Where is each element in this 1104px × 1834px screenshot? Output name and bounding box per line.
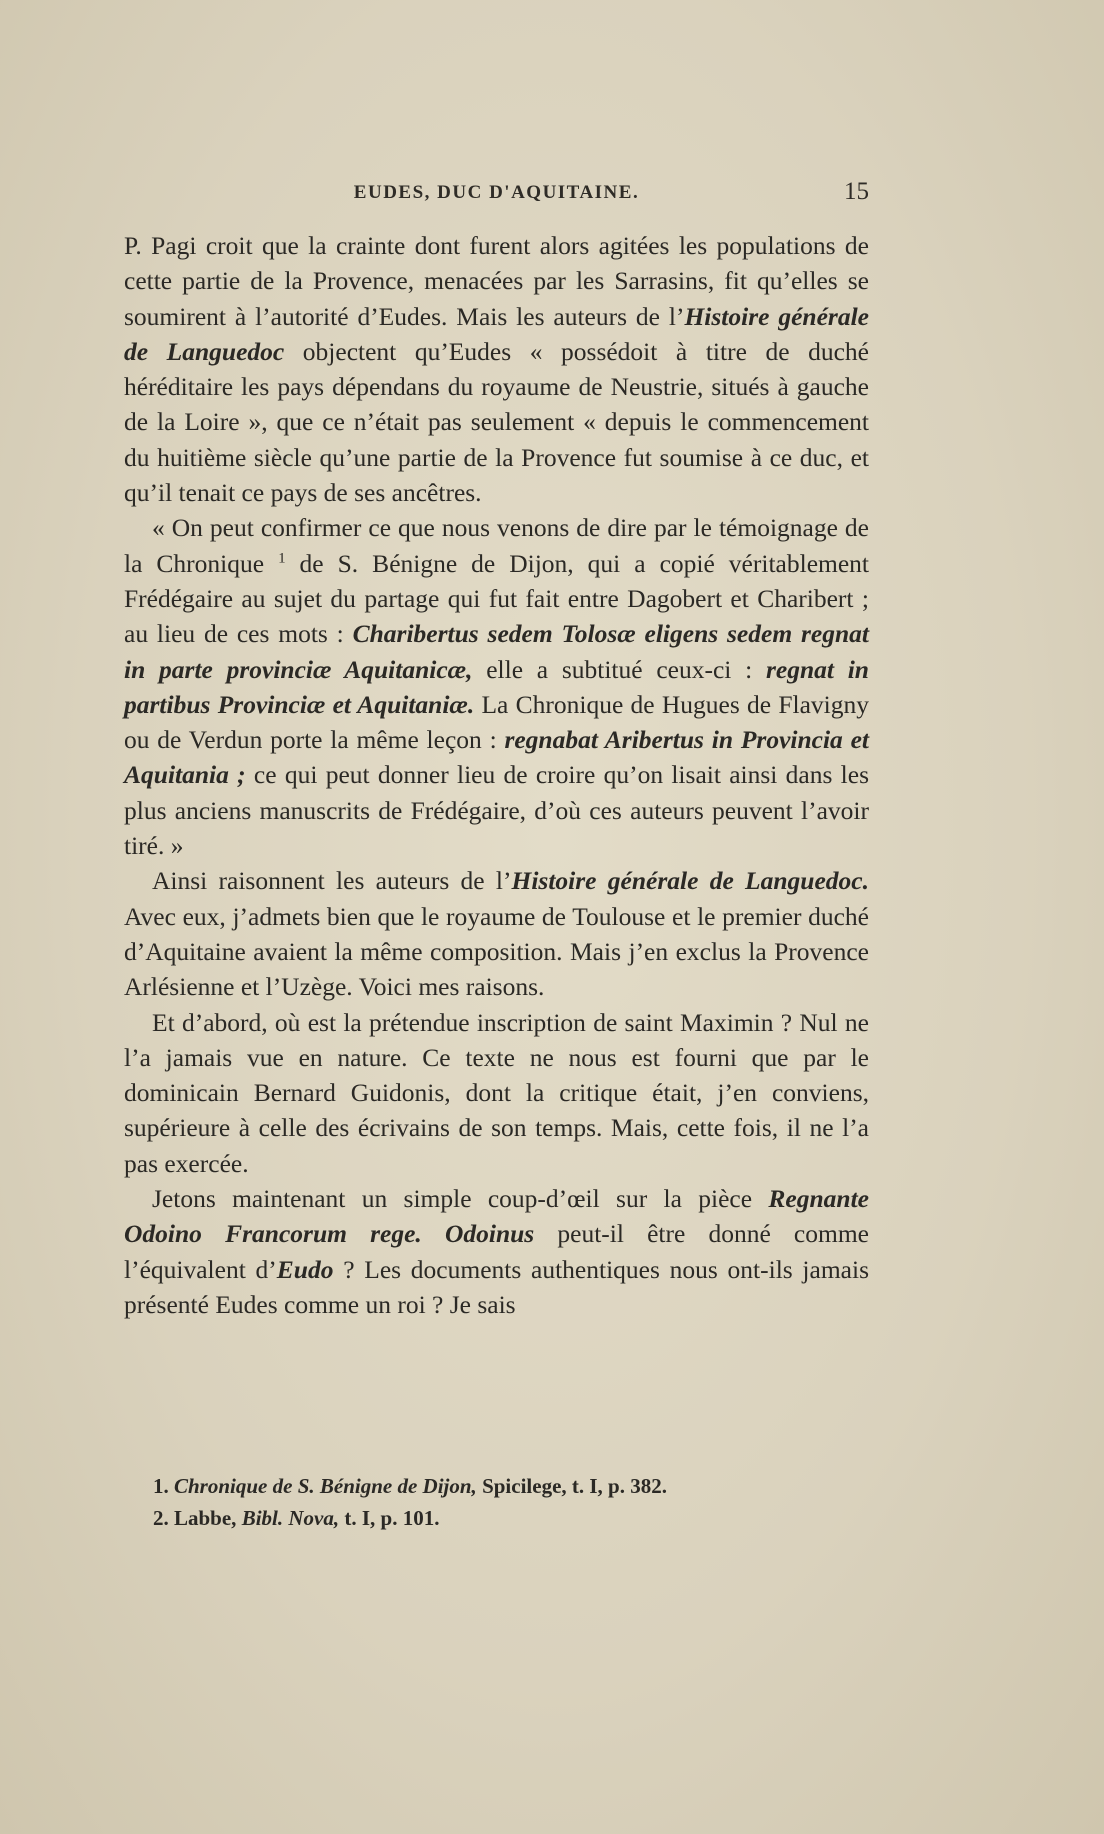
footnote-ref-1: 1 — [278, 550, 286, 567]
body-text — [124, 228, 869, 1322]
paragraph-3: Ainsi raisonnent les auteurs de l’Histoire générale de Languedoc. Avec eux, j’admets bien que le royaume de Toulouse et le premier duché d’Aquitaine avaient la même composition. Mais j’en exclus la Provence Arlésienne et l’Uzège. Voici mes raisons. — [124, 866, 869, 1002]
running-title: EUDES, DUC D'AQUITAINE. — [353, 182, 640, 203]
latin-quote: regnabat Aribertus in Provincia et Aquitania ; — [124, 725, 869, 790]
paragraph-4: Et d’abord, où est la prétendue inscription de saint Maximin ? Nul ne l’a jamais vue en nature. Ce texte ne nous est fourni que par le dominicain Bernard Guidonis, dont la critique était, j’en conviens, supérieure à celle des écrivains de son temps. Mais, cette fois, il ne l’a pas exercée. — [124, 1007, 869, 1178]
paragraph-2: « On peut confirmer ce que nous venons de dire par le témoignage de la Chronique $^1$ de S. Bénigne de Dijon, qui a copié véritablement Frédégaire au sujet du partage qui fut fait entre Dagobert et Charibert ; au lieu de ces mots : Charibertus sedem Tolosæ eligens sedem regnat in parte provinciæ Aquitanicæ, elle a subtitué ceux-ci : regnat in partibus Provinciæ et Aquitaniæ. La Chronique de Hugues de Flavigny ou de Verdun porte la même leçon : regnabat Aribertus in Provincia et Aquitania ; ce qui peut donner lieu de croire qu’on lisait ainsi dans les plus anciens manuscrits de Frédégaire, d’où ces auteurs peuvent l’avoir tiré. » — [124, 513, 869, 861]
paragraph-5: Jetons maintenant un simple coup-d’œil sur la pièce Regnante Odoino Francorum rege. Odoinus peut-il être donné comme l’équivalent d’Eudo ? Les documents authentiques nous ont-ils jamais présenté Eudes comme un roi ? Je sais — [124, 1184, 870, 1319]
italic-title: Histoire générale de Languedoc. — [511, 866, 869, 896]
latin-quote: regnat in partibus Provinciæ et Aquitaniæ. — [124, 654, 869, 719]
italic-title: Histoire générale de Languedoc — [124, 301, 869, 366]
footnotes — [153, 1470, 869, 1534]
running-head — [124, 178, 869, 218]
latin-word: Eudo — [276, 1254, 334, 1284]
paragraph-1: P. Pagi croit que la crainte dont furent alors agitées les populations de cette partie de la Provence, menacées par les Sarrasins, fit qu’elles se soumirent à l’autorité d’Eudes. Mais les auteurs de l’Histoire générale de Languedoc objectent qu’Eudes « possédoit à titre de duché héréditaire les pays dépendans du royaume de Neustrie, situés à gauche de la Loire », que ce n’était pas seulement « depuis le commencement du huitième siècle qu’une partie de la Provence fut soumise à ce duc, et qu’il tenait ce pays de ses ancêtres. — [124, 231, 869, 508]
latin-quote: Charibertus sedem Tolosæ eligens sedem regnat in parte provinciæ Aquitanicæ, — [124, 619, 869, 684]
latin-quote: Regnante Odoino Francorum rege. Odoinus — [124, 1184, 869, 1249]
page-number: 15 — [844, 178, 869, 205]
footnote-2: 2. Labbe, Bibl. Nova, t. I, p. 101. — [153, 1506, 440, 1530]
footnote-1: 1. Chronique de S. Bénigne de Dijon, Spicilege, t. I, p. 382. — [153, 1474, 667, 1498]
